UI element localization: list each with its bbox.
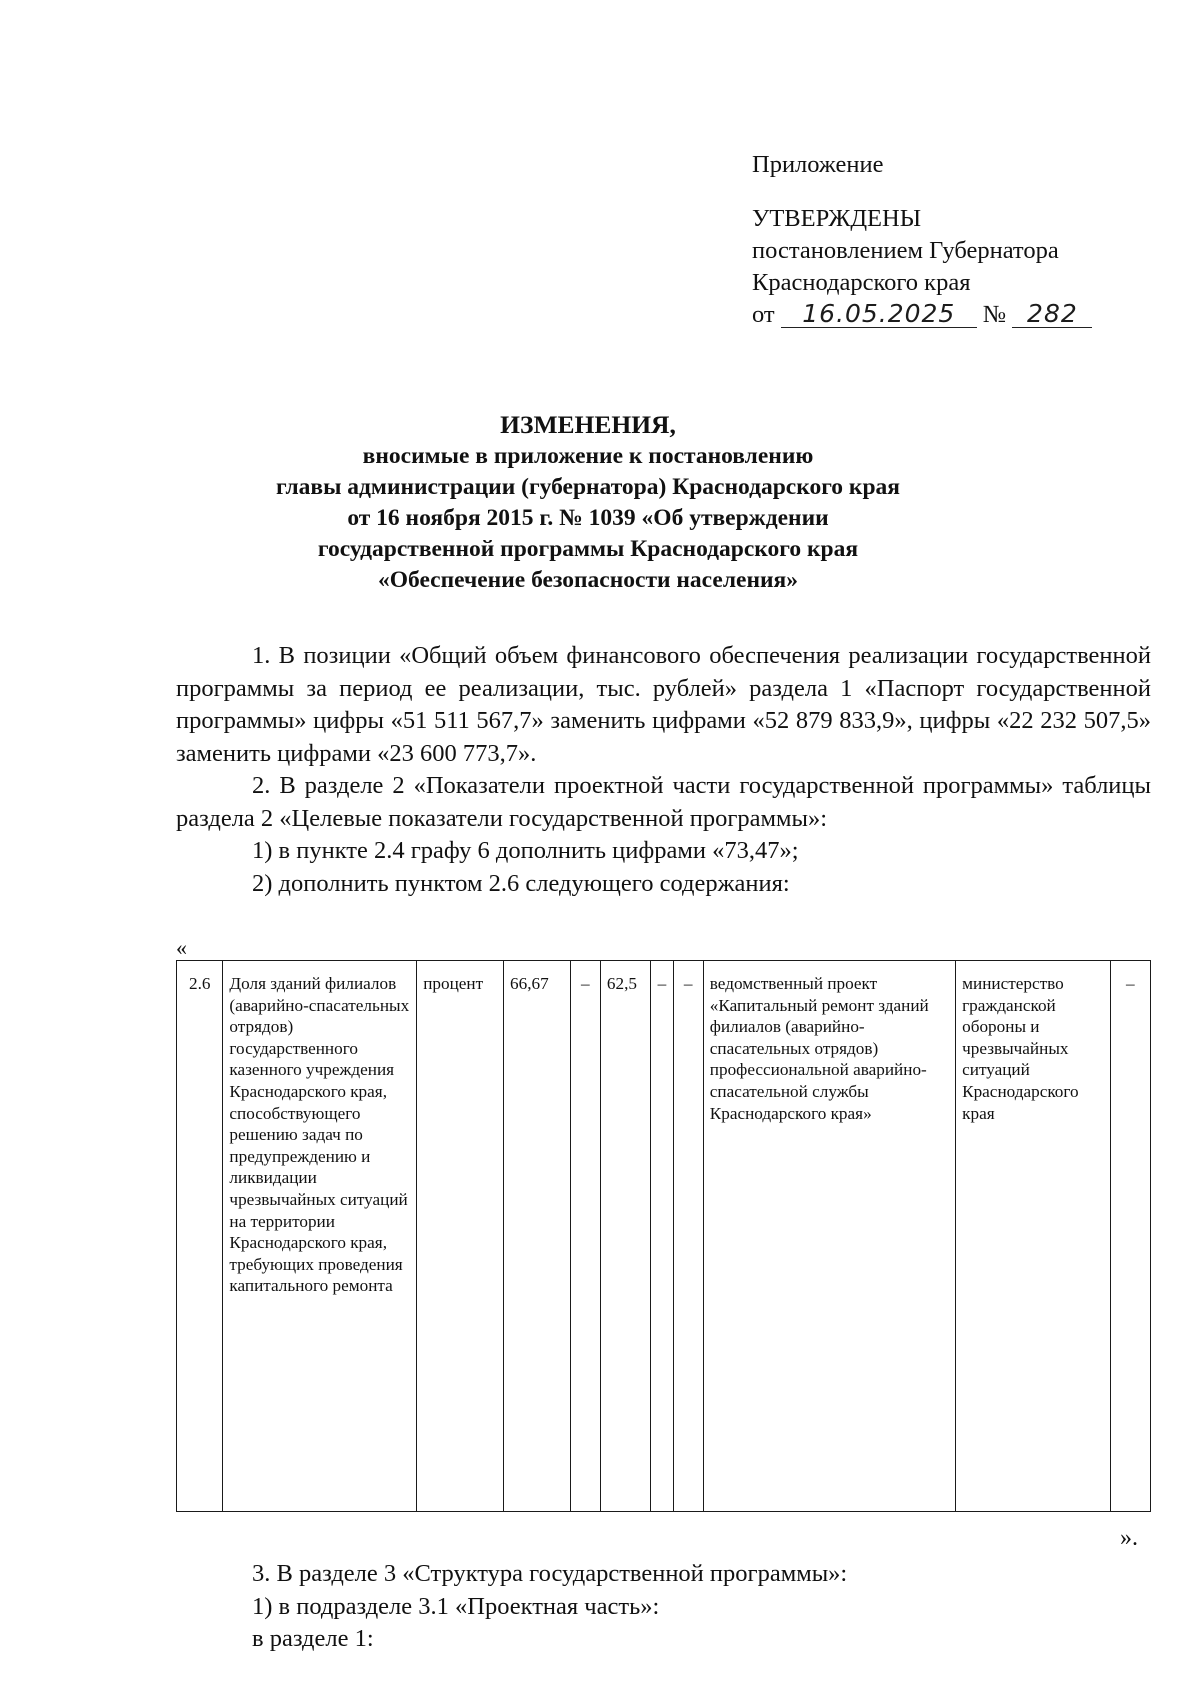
approved-by-line: постановлением Губернатора	[752, 237, 1059, 264]
table-row	[177, 961, 1151, 1512]
approval-block	[752, 149, 1092, 331]
heading-title: ИЗМЕНЕНИЯ,	[500, 410, 676, 439]
handwritten-number: 282	[1027, 299, 1078, 328]
heading-line: вносимые в приложение к постановлению	[362, 443, 814, 469]
date-prefix: от	[752, 301, 775, 328]
heading-line: главы администрации (губернатора) Краснодарского края	[275, 474, 901, 500]
number-prefix: №	[982, 301, 1007, 328]
date-number-line	[752, 299, 1092, 331]
cell-last: –	[1110, 961, 1150, 1512]
cell-unit: процент	[417, 961, 504, 1512]
approved-label: УТВЕРЖДЕНЫ	[752, 205, 922, 232]
body-text	[176, 640, 1151, 900]
paragraph-2-item-2: 2) дополнить пунктом 2.6 следующего содержания:	[252, 869, 790, 897]
cell-col6: 62,5	[600, 961, 650, 1512]
appendix-label: Приложение	[752, 151, 884, 178]
tail-text	[252, 1558, 847, 1656]
cell-number: 2.6	[177, 961, 223, 1512]
cell-col8: –	[673, 961, 703, 1512]
paragraph-2-item-1: 1) в пункте 2.4 графу 6 дополнить цифрами «73,47»;	[252, 837, 799, 864]
heading-line: государственной программы Краснодарского края	[317, 536, 859, 562]
heading-line: от 16 ноября 2015 г. № 1039 «Об утверждении	[347, 505, 829, 531]
paragraph-3-subitem: в разделе 1:	[252, 1625, 374, 1652]
cell-col5: –	[570, 961, 600, 1512]
heading-line: «Обеспечение безопасности населения»	[378, 567, 798, 593]
cell-col7: –	[651, 961, 673, 1512]
approved-region-line: Краснодарского края	[752, 269, 971, 296]
indicator-table	[176, 960, 1151, 1512]
cell-responsible: министерство гражданской обороны и чрезвычайных ситуаций Краснодарского края	[956, 961, 1110, 1512]
paragraph-3-item-1: 1) в подразделе 3.1 «Проектная часть»:	[252, 1592, 660, 1620]
cell-base-value: 66,67	[504, 961, 571, 1512]
handwritten-date: 16.05.2025	[802, 299, 956, 328]
document-heading	[150, 409, 1026, 596]
quote-close: ».	[1120, 1525, 1138, 1551]
paragraph-3: 3. В разделе 3 «Структура государственной программы»:	[252, 1560, 848, 1587]
cell-project: ведомственный проект «Капитальный ремонт зданий филиалов (аварийно-спасательных отрядов) профессиональной аварийно-спасательной службы Краснодарского края»	[703, 961, 955, 1512]
paragraph-1: 1. В позиции «Общий объем финансового обеспечения реализации государственной программы за период ее реализации, тыс. рублей» раздела 1 «Паспорт государственной программы» цифры «51 511 567,7» заменить цифрами «52 879 833,9», цифры «22 232 507,5» заменить цифрами «23 600 773,7».	[176, 642, 1151, 767]
quote-open: «	[176, 935, 187, 960]
paragraph-2: 2. В разделе 2 «Показатели проектной части государственной программы» таблицы раздела 2 «Целевые показатели государственной программы»:	[176, 772, 1151, 832]
cell-indicator: Доля зданий филиалов (аварийно-спасательных отрядов) государственного казенного учреждения Краснодарского края, способствующего решению задач по предупреждению и ликвидации чрезвычайных ситуаций на территории Краснодарского края, требующих проведения капитального ремонта	[223, 961, 417, 1512]
